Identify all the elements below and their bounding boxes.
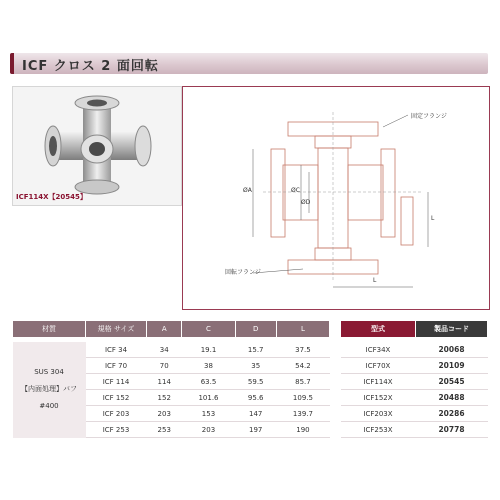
cell-size: ICF 253	[86, 422, 147, 438]
material-line1: SUS 304	[34, 368, 64, 377]
table-row	[341, 390, 488, 406]
cell-l: 109.5	[276, 390, 329, 406]
cell-d: 35	[235, 358, 276, 374]
title-accent	[10, 53, 14, 74]
cell-l: 37.5	[276, 342, 329, 358]
label-dim-l-right: L	[431, 215, 435, 222]
cell-l: 85.7	[276, 374, 329, 390]
spec-table	[12, 320, 330, 438]
table-row	[341, 358, 488, 374]
cell-c: 153	[182, 406, 235, 422]
page-title: ICF クロス 2 面回転	[22, 59, 159, 74]
cell-d: 95.6	[235, 390, 276, 406]
material-cell	[13, 342, 86, 438]
label-dim-l-bottom: L	[373, 277, 377, 284]
cell-a: 34	[147, 342, 182, 358]
cell-a: 114	[147, 374, 182, 390]
header-size: 規格 サイズ	[86, 321, 147, 338]
header-material: 材質	[13, 321, 86, 338]
cell-c: 38	[182, 358, 235, 374]
table-row	[341, 374, 488, 390]
header-d: D	[235, 321, 276, 338]
cell-model: ICF114X	[341, 374, 416, 390]
table-row	[13, 342, 330, 358]
label-dim-c: ØC	[291, 187, 300, 194]
cell-size: ICF 34	[86, 342, 147, 358]
cell-size: ICF 114	[86, 374, 147, 390]
cell-size: ICF 203	[86, 406, 147, 422]
cell-l: 190	[276, 422, 329, 438]
cell-model: ICF152X	[341, 390, 416, 406]
cell-product-code: 20488	[416, 390, 488, 406]
cell-a: 152	[147, 390, 182, 406]
cell-d: 147	[235, 406, 276, 422]
cell-size: ICF 70	[86, 358, 147, 374]
cell-product-code: 20778	[416, 422, 488, 438]
cell-model: ICF203X	[341, 406, 416, 422]
cell-product-code: 20545	[416, 374, 488, 390]
cell-product-code: 20068	[416, 342, 488, 358]
cell-product-code: 20109	[416, 358, 488, 374]
cell-product-code: 20286	[416, 406, 488, 422]
label-dim-a: ØA	[243, 187, 252, 194]
header-product-code: 製品コード	[416, 321, 488, 338]
cell-c: 203	[182, 422, 235, 438]
label-dim-d: ØD	[301, 199, 311, 206]
table-row	[341, 422, 488, 438]
cell-a: 253	[147, 422, 182, 438]
cell-d: 197	[235, 422, 276, 438]
header-model: 型式	[341, 321, 416, 338]
table-row	[341, 406, 488, 422]
photo-caption: ICF114X【20545】	[16, 193, 87, 201]
header-c: C	[182, 321, 235, 338]
cell-model: ICF34X	[341, 342, 416, 358]
label-rotating-flange: 回転フランジ	[225, 269, 261, 276]
cell-d: 59.5	[235, 374, 276, 390]
title-bar	[10, 53, 488, 74]
cell-c: 63.5	[182, 374, 235, 390]
label-fixed-flange: 固定フランジ	[411, 113, 447, 120]
material-line2: 【内面処理】バフ #400	[21, 385, 77, 411]
cell-d: 15.7	[235, 342, 276, 358]
cell-a: 70	[147, 358, 182, 374]
cell-c: 19.1	[182, 342, 235, 358]
table-row	[341, 342, 488, 358]
cross-fitting-image	[13, 87, 181, 205]
header-l: L	[276, 321, 329, 338]
header-a: A	[147, 321, 182, 338]
cell-a: 203	[147, 406, 182, 422]
technical-drawing	[182, 86, 490, 310]
cell-c: 101.6	[182, 390, 235, 406]
product-photo	[12, 86, 182, 206]
code-table	[340, 320, 488, 438]
cell-l: 54.2	[276, 358, 329, 374]
cell-model: ICF253X	[341, 422, 416, 438]
cell-l: 139.7	[276, 406, 329, 422]
cell-model: ICF70X	[341, 358, 416, 374]
cell-size: ICF 152	[86, 390, 147, 406]
